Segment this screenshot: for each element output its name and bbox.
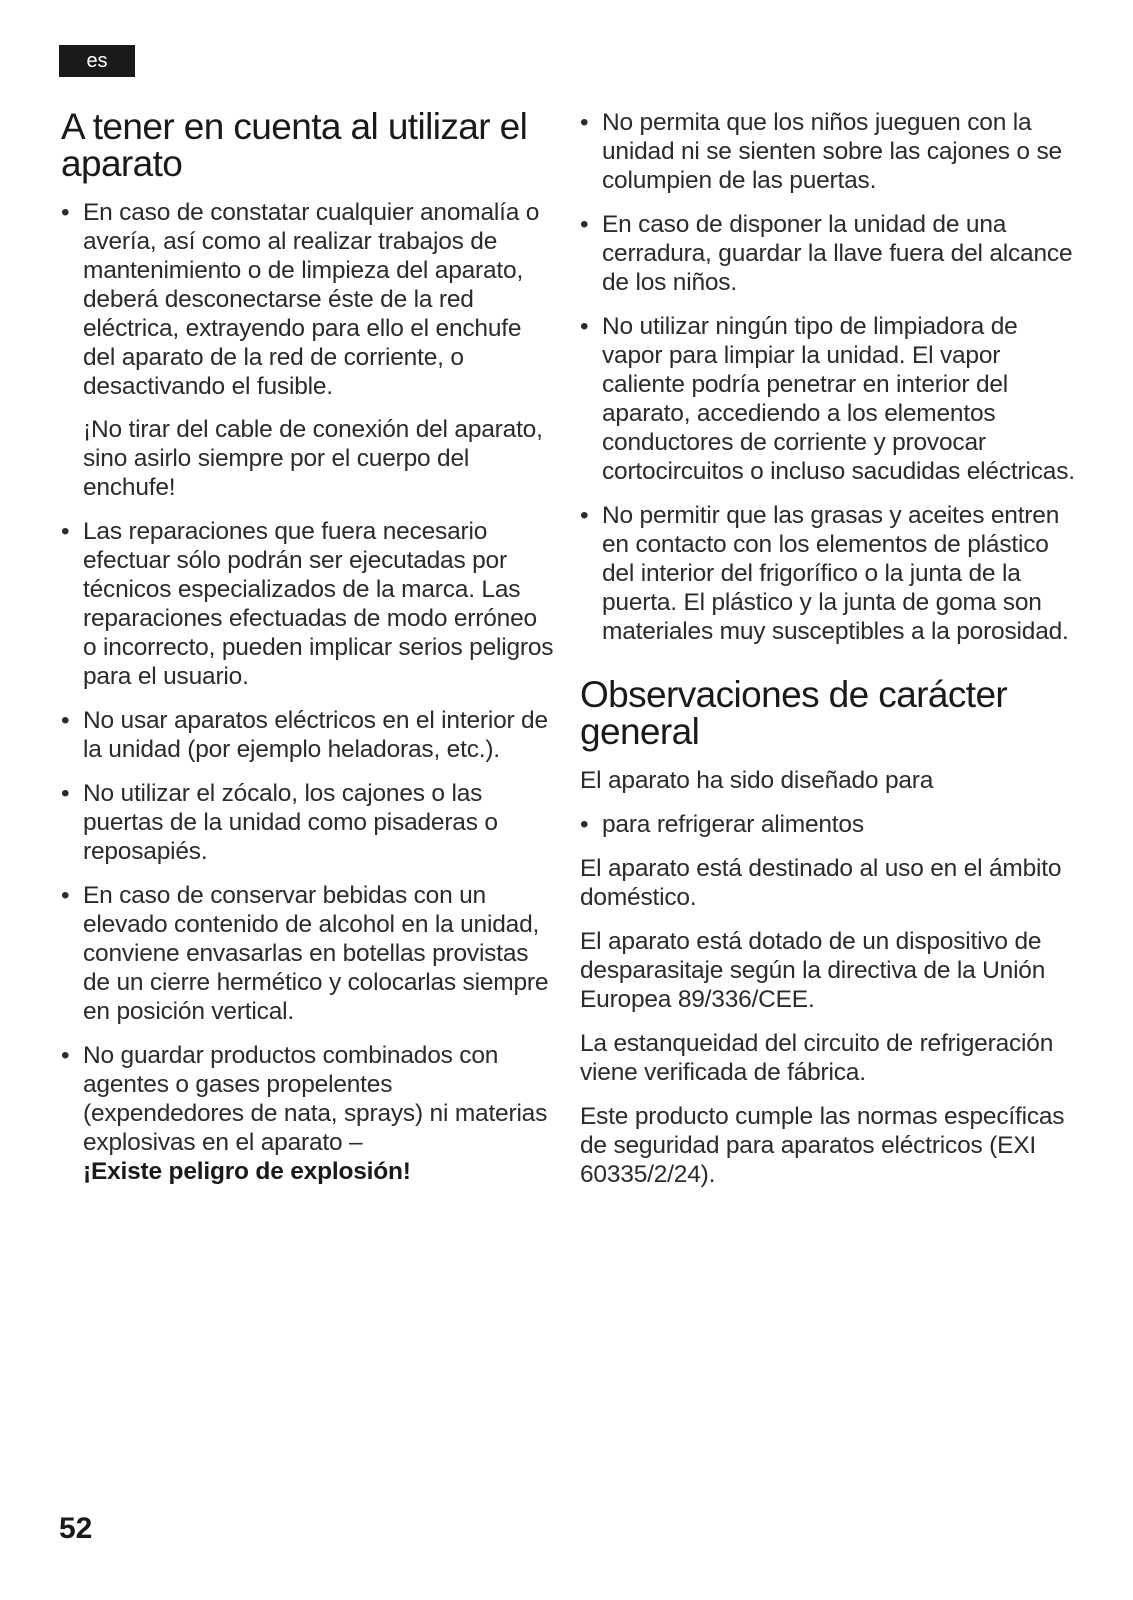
list-item: [61, 517, 556, 691]
item-text: No utilizar el zócalo, los cajones o las puertas de la unidad como pisaderas o reposapiés.: [83, 780, 498, 865]
list-item: [61, 198, 556, 502]
language-tag: es: [59, 45, 135, 77]
list-item: [580, 210, 1080, 297]
list-item: [61, 881, 556, 1026]
bullet-icon: •: [61, 1042, 70, 1069]
explosion-warning: ¡Existe peligro de explosión!: [83, 1158, 411, 1185]
bullet-icon: •: [580, 811, 589, 838]
bullet-icon: •: [61, 518, 70, 545]
section-title-general: Observaciones de carácter general: [580, 674, 1008, 752]
list-item: [61, 1041, 556, 1186]
general-paragraph: La estanqueidad del circuito de refrigeración viene verificada de fábrica.: [580, 1030, 1054, 1086]
general-intro: El aparato ha sido diseñado para: [580, 767, 934, 794]
list-item: [580, 312, 1080, 486]
list-item: [61, 779, 556, 866]
bullet-icon: •: [580, 313, 589, 340]
usage-list: [61, 198, 556, 1186]
item-text: No guardar productos combinados con agentes o gases propelentes (expendedores de nata, sprays) ni materias explosivas en el aparato –: [83, 1042, 548, 1156]
list-item: [61, 706, 556, 764]
general-paragraph: El aparato está dotado de un dispositivo de desparasitaje según la directiva de la Unión Europea 89/336/CEE.: [580, 928, 1046, 1013]
bullet-icon: •: [580, 211, 589, 238]
general-paragraph: Este producto cumple las normas específicas de seguridad para aparatos eléctricos (EXI 60335/2/24).: [580, 1103, 1065, 1188]
general-paragraph: El aparato está destinado al uso en el ámbito doméstico.: [580, 855, 1062, 911]
bullet-icon: •: [61, 199, 70, 226]
item-text: para refrigerar alimentos: [602, 811, 864, 838]
safety-list: [580, 108, 1080, 646]
list-item: [580, 810, 1080, 839]
item-text: En caso de disponer la unidad de una cerradura, guardar la llave fuera del alcance de los niños.: [602, 211, 1073, 296]
item-text: Las reparaciones que fuera necesario efectuar sólo podrán ser ejecutadas por técnicos especializados de la marca. Las reparaciones efectuadas de modo erróneo o incorrecto, pueden implicar serios peligros para el usuario.: [83, 518, 554, 690]
item-text: No permita que los niños jueguen con la unidad ni se sienten sobre las cajones o se columpien de las puertas.: [602, 109, 1062, 194]
bullet-icon: •: [61, 780, 70, 807]
left-column: [61, 108, 556, 1201]
bullet-icon: •: [580, 109, 589, 136]
bullet-icon: •: [580, 502, 589, 529]
right-column: [580, 108, 1080, 1204]
item-text: En caso de constatar cualquier anomalía o avería, así como al realizar trabajos de mantenimiento o de limpieza del aparato, deberá desconectarse éste de la red eléctrica, extrayendo para ello el enchufe del aparato de la red de corriente, o desactivando el fusible.: [83, 199, 540, 400]
bullet-icon: •: [61, 882, 70, 909]
bullet-icon: •: [61, 707, 70, 734]
section-title-usage: A tener en cuenta al utilizar el aparato: [61, 106, 528, 184]
list-item: [580, 501, 1080, 646]
item-text: En caso de conservar bebidas con un elevado contenido de alcohol en la unidad, conviene envasarlas en botellas provistas de un cierre hermético y colocarlas siempre en posición vertical.: [83, 882, 549, 1025]
page-number: 52: [59, 1512, 93, 1545]
list-item: [580, 108, 1080, 195]
general-list: [580, 810, 1080, 839]
item-note: ¡No tirar del cable de conexión del aparato, sino asirlo siempre por el cuerpo del enchufe!: [83, 416, 543, 501]
item-text: No usar aparatos eléctricos en el interior de la unidad (por ejemplo heladoras, etc.).: [83, 707, 548, 763]
item-text: No permitir que las grasas y aceites entren en contacto con los elementos de plástico del interior del frigorífico o la junta de la puerta. El plástico y la junta de goma son materiales muy susceptibles a la porosidad.: [602, 502, 1069, 645]
item-text: No utilizar ningún tipo de limpiadora de vapor para limpiar la unidad. El vapor caliente podría penetrar en interior del aparato, accediendo a los elementos conductores de corriente y provocar cortocircuitos o incluso sacudidas eléctricas.: [602, 313, 1075, 485]
